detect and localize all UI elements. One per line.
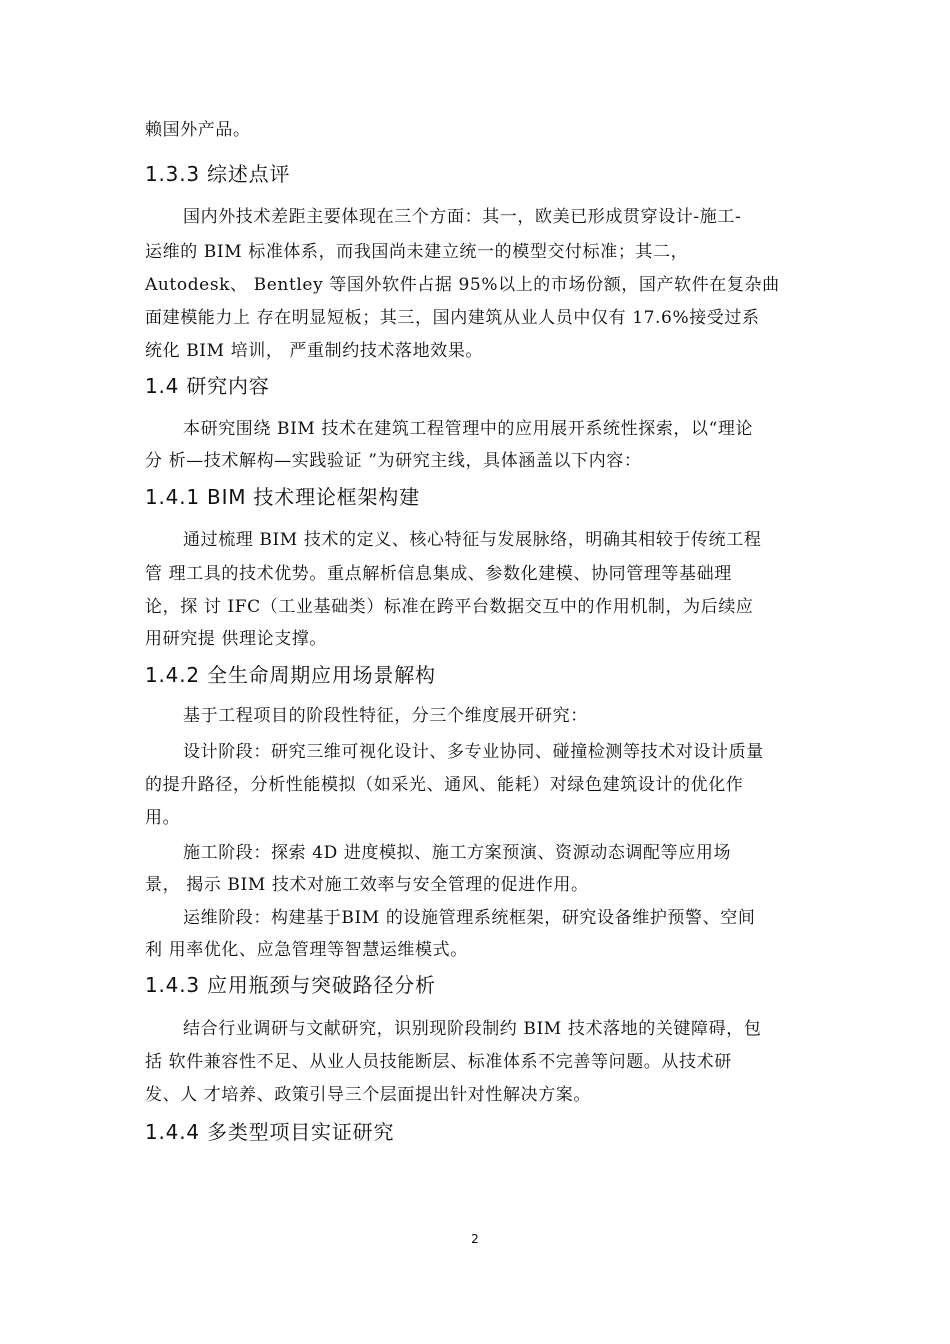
paragraph-line: 本研究围绕 BIM 技术在建筑工程管理中的应用展开系统性探索，以“理论 [183,419,754,439]
paragraph-line: 利 用率优化、应急管理等智慧运维模式。 [145,940,468,960]
paragraph-line: 运维的 BIM 标准体系，而我国尚未建立统一的模型交付标准；其二， [145,242,689,262]
paragraph-line: 分 析—技术解构—实践验证 ”为研究主线，具体涵盖以下内容： [145,451,642,471]
paragraph-line: 结合行业调研与文献研究，识别现阶段制约 BIM 技术落地的关键障碍，包 [183,1019,762,1039]
section-heading-1-3-3: 1.3.3 综述点评 [145,162,291,186]
paragraph-line: 通过梳理 BIM 技术的定义、核心特征与发展脉络，明确其相较于传统工程 [183,530,762,550]
paragraph-line: 论，探 讨 IFC（工业基础类）标准在跨平台数据交互中的作用机制，为后续应 [145,597,754,617]
paragraph-line: 赖国外产品。 [145,120,251,140]
paragraph-line: 面建模能力上 存在明显短板；其三，国内建筑从业人员中仅有 17.6%接受过系 [145,308,760,328]
paragraph-line: 用研究提 供理论支撑。 [145,629,328,649]
paragraph-line: 管 理工具的技术优势。重点解析信息集成、参数化建模、协同管理等基础理 [145,564,732,584]
paragraph-line: 设计阶段：研究三维可视化设计、多专业协同、碰撞检测等技术对设计质量 [183,742,764,762]
paragraph-line: 施工阶段：探索 4D 进度模拟、施工方案预演、资源动态调配等应用场 [183,843,732,863]
paragraph-line: 运维阶段：构建基于BIM 的设施管理系统框架，研究设备维护预警、空间 [183,908,756,928]
paragraph-line: 括 软件兼容性不足、从业人员技能断层、标准体系不完善等问题。从技术研 [145,1052,732,1072]
paragraph-line: 统化 BIM 培训， 严重制约技术落地效果。 [145,341,484,361]
paragraph-line: 发、人 才培养、政策引导三个层面提出针对性解决方案。 [145,1085,592,1105]
section-heading-1-4-2: 1.4.2 全生命周期应用场景解构 [145,663,436,687]
paragraph-line: 的提升路径，分析性能模拟（如采光、通风、能耗）对绿色建筑设计的优化作 [145,775,744,795]
section-heading-1-4: 1.4 研究内容 [145,374,270,398]
paragraph-line: 国内外技术差距主要体现在三个方面：其一，欧美已形成贯穿设计-施工- [183,207,742,227]
section-heading-1-4-3: 1.4.3 应用瓶颈与突破路径分析 [145,973,436,997]
page-number: 2 [471,1232,479,1246]
paragraph-line: Autodesk、 Bentley 等国外软件占据 95%以上的市场份额，国产软件在复杂曲 [145,275,780,295]
paragraph-line: 用。 [145,808,181,828]
section-heading-1-4-1: 1.4.1 BIM 技术理论框架构建 [145,485,420,509]
paragraph-line: 基于工程项目的阶段性特征，分三个维度展开研究： [183,706,588,726]
section-heading-1-4-4: 1.4.4 多类型项目实证研究 [145,1120,395,1144]
paragraph-line: 景， 揭示 BIM 技术对施工效率与安全管理的促进作用。 [145,875,589,895]
